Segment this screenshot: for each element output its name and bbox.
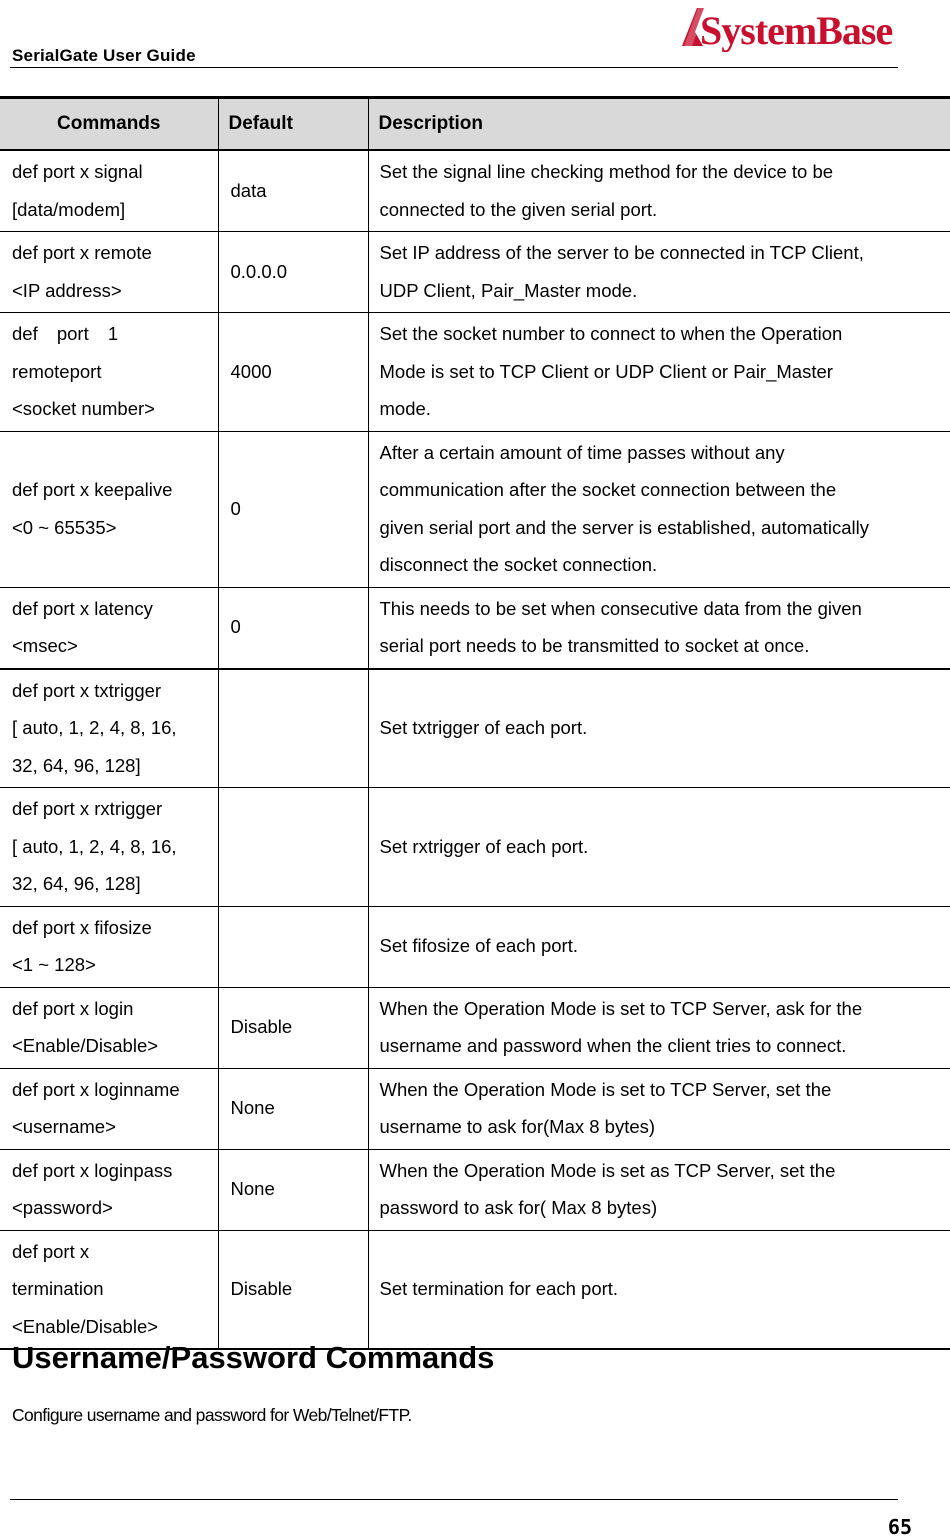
description-cell [368, 150, 950, 232]
table-row [0, 1230, 950, 1349]
systembase-logo [676, 2, 906, 52]
col-header-default: Default [218, 98, 368, 151]
command-cell [0, 1068, 218, 1149]
default-cell: None [218, 1068, 368, 1149]
description-line: mode. [379, 398, 431, 419]
table-row [0, 232, 950, 313]
description-line: connected to the given serial port. [379, 198, 658, 220]
default-cell [218, 906, 368, 987]
command-line: <password> [12, 1197, 113, 1218]
description-line: Set the signal line checking method for the device to be [379, 161, 834, 182]
command-cell [0, 1230, 218, 1349]
header-rule [10, 67, 898, 68]
page-number: 65 [887, 1515, 912, 1539]
command-line: <0 ~ 65535> [12, 516, 117, 538]
command-cell [0, 1149, 218, 1230]
section-title: Username/Password Commands [12, 1340, 495, 1375]
table-row [0, 150, 950, 232]
description-line: After a certain amount of time passes without any [379, 441, 785, 463]
table-row [0, 587, 950, 669]
command-line: 32, 64, 96, 128] [12, 873, 141, 894]
command-cell [0, 150, 218, 232]
logo-text: SystemBase [700, 8, 893, 52]
command-line: def port x remote [12, 242, 152, 263]
command-cell [0, 906, 218, 987]
command-line: def port x [12, 1240, 90, 1262]
command-line: <IP address> [12, 279, 122, 301]
command-line: def port x keepalive [12, 479, 173, 500]
description-cell [368, 906, 950, 987]
header-title: SerialGate User Guide [12, 46, 196, 65]
command-cell [0, 987, 218, 1068]
description-cell [368, 788, 950, 907]
description-line: Set rxtrigger of each port. [379, 835, 589, 857]
description-cell [368, 1068, 950, 1149]
command-line: def port x login [12, 997, 134, 1019]
command-line: def port x txtrigger [12, 679, 162, 701]
description-cell [368, 669, 950, 788]
description-line: password to ask for( Max 8 bytes) [379, 1197, 658, 1218]
description-line: UDP Client, Pair_Master mode. [379, 279, 638, 301]
command-cell [0, 587, 218, 669]
command-line: def port x loginpass [12, 1159, 173, 1181]
description-line: This needs to be set when consecutive data from the given [379, 597, 862, 619]
table-row [0, 788, 950, 907]
command-line: def port x signal [12, 161, 143, 182]
command-line: def port 1 [12, 323, 119, 344]
description-cell [368, 1230, 950, 1349]
description-line: Set termination for each port. [379, 1278, 619, 1299]
default-cell: 0 [218, 431, 368, 587]
command-line: <1 ~ 128> [12, 954, 96, 975]
command-line: [ auto, 1, 2, 4, 8, 16, [12, 717, 177, 738]
command-cell [0, 313, 218, 432]
table-row [0, 313, 950, 432]
description-line: Mode is set to TCP Client or UDP Client or Pair_Master [379, 360, 833, 382]
table-header-row [0, 98, 950, 151]
command-cell [0, 232, 218, 313]
description-line: When the Operation Mode is set to TCP Server, ask for the [379, 997, 863, 1019]
default-cell: data [218, 150, 368, 232]
command-line: def port x loginname [12, 1078, 180, 1100]
command-line: def port x fifosize [12, 916, 152, 938]
description-line: Set txtrigger of each port. [379, 717, 588, 738]
description-line: Set fifosize of each port. [379, 935, 578, 957]
command-line: 32, 64, 96, 128] [12, 754, 141, 776]
command-cell [0, 669, 218, 788]
command-line: <socket number> [12, 398, 155, 419]
description-cell [368, 313, 950, 432]
default-cell [218, 788, 368, 907]
default-cell: Disable [218, 1230, 368, 1349]
description-line: given serial port and the server is established, automatically [379, 516, 869, 538]
default-cell: 4000 [218, 313, 368, 432]
table-row [0, 1068, 950, 1149]
description-cell [368, 232, 950, 313]
command-line: remoteport [12, 360, 102, 382]
command-line: termination [12, 1278, 104, 1299]
default-cell: Disable [218, 987, 368, 1068]
description-cell [368, 1149, 950, 1230]
default-cell: None [218, 1149, 368, 1230]
footer-rule [10, 1499, 898, 1500]
description-line: username to ask for(Max 8 bytes) [379, 1116, 656, 1137]
table-row [0, 987, 950, 1068]
description-line: Set IP address of the server to be connected in TCP Client, [379, 242, 864, 263]
description-line: username and password when the client tries to connect. [379, 1035, 847, 1056]
table-row [0, 906, 950, 987]
command-line: <msec> [12, 635, 78, 656]
description-line: When the Operation Mode is set as TCP Server, set the [379, 1159, 836, 1181]
default-cell: 0.0.0.0 [218, 232, 368, 313]
command-line: def port x latency [12, 597, 153, 619]
description-line: Set the socket number to connect to when the Operation [379, 323, 843, 344]
table-row [0, 1149, 950, 1230]
default-cell: 0 [218, 587, 368, 669]
default-cell [218, 669, 368, 788]
description-line: disconnect the socket connection. [379, 554, 658, 575]
description-cell [368, 587, 950, 669]
col-header-description: Description [368, 98, 950, 151]
description-cell [368, 431, 950, 587]
description-line: communication after the socket connection between the [379, 479, 837, 500]
description-line: serial port needs to be transmitted to socket at once. [379, 635, 810, 656]
command-line: <Enable/Disable> [12, 1035, 159, 1056]
command-line: <Enable/Disable> [12, 1315, 159, 1337]
command-line: def port x rxtrigger [12, 798, 163, 819]
command-line: <username> [12, 1116, 116, 1137]
description-line: When the Operation Mode is set to TCP Server, set the [379, 1078, 832, 1100]
commands-table [0, 96, 950, 1350]
col-header-commands: Commands [0, 98, 218, 151]
section-text: Configure username and password for Web/Telnet/FTP. [12, 1405, 412, 1425]
table-row [0, 431, 950, 587]
description-cell [368, 987, 950, 1068]
command-line: [ auto, 1, 2, 4, 8, 16, [12, 835, 177, 857]
command-cell [0, 431, 218, 587]
table-row [0, 669, 950, 788]
command-cell [0, 788, 218, 907]
command-line: [data/modem] [12, 198, 126, 220]
